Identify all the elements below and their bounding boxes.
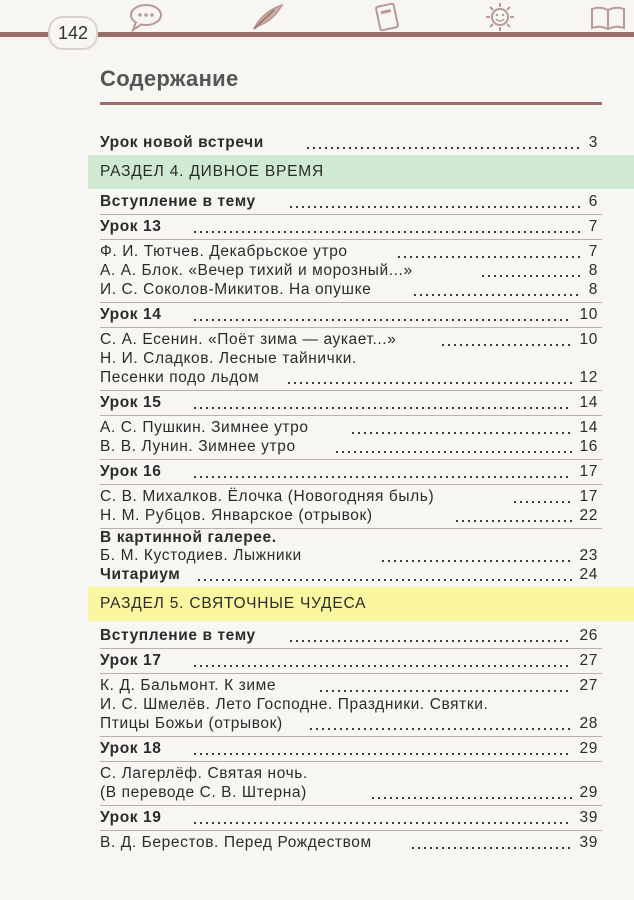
toc-entry <box>100 566 598 584</box>
speech-bubble-icon <box>126 2 166 32</box>
toc-entry <box>100 419 598 437</box>
leader-dots <box>192 319 572 321</box>
leader-dots <box>192 407 572 409</box>
leader-dots <box>192 753 572 755</box>
leader-dots <box>480 275 580 277</box>
toc-entry-text: Н. И. Сладков. Лесные тайнички. <box>100 350 357 367</box>
toc-entry <box>100 765 598 783</box>
leader-dots <box>192 822 572 824</box>
divider <box>100 673 602 674</box>
toc-entry <box>100 809 598 827</box>
divider <box>100 415 602 416</box>
toc-entry-text: Урок новой встречи <box>100 134 264 151</box>
divider <box>100 327 602 328</box>
toc-entry-text: В картинной галерее. <box>100 529 277 546</box>
toc-entry <box>100 463 598 481</box>
leader-dots <box>192 476 572 478</box>
toc-entry-text: С. В. Михалков. Ёлочка (Новогодняя быль) <box>100 488 435 505</box>
toc-entry <box>100 627 598 645</box>
toc-entry-text: Вступление в тему <box>100 193 256 210</box>
divider <box>100 239 602 240</box>
toc-entry <box>100 281 598 299</box>
toc-entry-text: И. С. Соколов-Микитов. На опушке <box>100 281 372 298</box>
toc-entry <box>100 529 598 547</box>
toc-page-number: 14 <box>579 394 598 411</box>
section-banner <box>88 587 634 621</box>
toc-page-number: 39 <box>579 834 598 851</box>
toc-entry <box>100 696 598 714</box>
toc-entry <box>100 331 598 349</box>
toc-entry-text: А. С. Пушкин. Зимнее утро <box>100 419 309 436</box>
divider <box>100 459 602 460</box>
leader-dots <box>308 728 572 730</box>
toc-entry-text: Вступление в тему <box>100 627 256 644</box>
leader-dots <box>305 147 580 149</box>
leader-dots <box>286 382 572 384</box>
leader-dots <box>192 665 572 667</box>
page-number: 142 <box>48 16 98 50</box>
leader-dots <box>196 579 572 581</box>
toc-entry <box>100 677 598 695</box>
toc-page-number: 29 <box>579 784 598 801</box>
toc-page-number: 16 <box>579 438 598 455</box>
toc-page-number: 14 <box>579 419 598 436</box>
toc-entry <box>100 262 598 280</box>
divider <box>100 302 602 303</box>
page-title: Содержание <box>100 66 239 91</box>
toc-entry <box>100 193 598 211</box>
leader-dots <box>288 206 580 208</box>
toc-entry-text: Урок 15 <box>100 394 162 411</box>
toc-entry-text: Н. М. Рубцов. Январское (отрывок) <box>100 507 373 524</box>
toc-page-number: 10 <box>579 331 598 348</box>
toc-entry <box>100 394 598 412</box>
toc-entry <box>100 784 598 802</box>
section-banner <box>88 155 634 189</box>
leader-dots <box>370 797 572 799</box>
leader-dots <box>410 847 572 849</box>
leader-dots <box>512 501 572 503</box>
divider <box>100 648 602 649</box>
toc-page-number: 10 <box>579 306 598 323</box>
toc-entry <box>100 740 598 758</box>
toc-entry-text: Урок 13 <box>100 218 162 235</box>
leader-dots <box>288 640 572 642</box>
leader-dots <box>380 560 572 562</box>
divider <box>100 830 602 831</box>
toc-entry-text: К. Д. Бальмонт. К зиме <box>100 677 277 694</box>
toc-entry-text: Ф. И. Тютчев. Декабрьское утро <box>100 243 348 260</box>
toc-page-number: 39 <box>579 809 598 826</box>
toc-entry-text: В. В. Лунин. Зимнее утро <box>100 438 296 455</box>
toc-entry-text: Песенки подо льдом <box>100 369 260 386</box>
toc-entry <box>100 547 598 565</box>
toc-entry-text: С. Лагерлёф. Святая ночь. <box>100 765 308 782</box>
toc-entry <box>100 488 598 506</box>
toc-entry <box>100 369 598 387</box>
sun-icon <box>480 2 520 32</box>
divider <box>100 761 602 762</box>
leader-dots <box>454 520 572 522</box>
title-rule <box>100 102 602 105</box>
divider <box>100 805 602 806</box>
toc-entry-text: Б. М. Кустодиев. Лыжники <box>100 547 302 564</box>
toc-page-number: 26 <box>579 627 598 644</box>
toc-page-number: 12 <box>579 369 598 386</box>
leader-dots <box>350 432 572 434</box>
toc-entry <box>100 715 598 733</box>
toc-page-number: 3 <box>588 134 598 151</box>
toc-page-number: 27 <box>579 652 598 669</box>
toc-entry <box>100 507 598 525</box>
header-bar <box>0 0 634 44</box>
toc-entry-text: Урок 16 <box>100 463 162 480</box>
toc-page-number: 6 <box>588 193 598 210</box>
toc-entry-text: Читариум <box>100 566 181 583</box>
toc-entry <box>100 243 598 261</box>
book-icon <box>368 2 408 32</box>
toc-entry-text: С. А. Есенин. «Поёт зима — аукает...» <box>100 331 397 348</box>
toc-entry-text: В. Д. Берестов. Перед Рождеством <box>100 834 372 851</box>
quill-icon <box>248 2 288 32</box>
toc-entry <box>100 306 598 324</box>
toc-page-number: 29 <box>579 740 598 757</box>
toc-entry <box>100 134 598 152</box>
toc-page-number: 8 <box>588 281 598 298</box>
leader-dots <box>412 294 580 296</box>
divider <box>100 390 602 391</box>
toc-entry <box>100 438 598 456</box>
toc-page-number: 7 <box>588 218 598 235</box>
toc-entry-text: (В переводе С. В. Штерна) <box>100 784 307 801</box>
toc-page-number: 22 <box>579 507 598 524</box>
divider <box>100 736 602 737</box>
section-title: РАЗДЕЛ 4. ДИВНОЕ ВРЕМЯ <box>100 163 324 180</box>
open-book-icon <box>588 2 628 32</box>
toc-entry <box>100 834 598 852</box>
leader-dots <box>318 690 572 692</box>
toc-entry-text: Птицы Божьи (отрывок) <box>100 715 283 732</box>
toc-page-number: 7 <box>588 243 598 260</box>
toc-entry-text: Урок 18 <box>100 740 162 757</box>
toc-page-number: 27 <box>579 677 598 694</box>
toc-entry <box>100 652 598 670</box>
toc-entry <box>100 350 598 368</box>
section-title: РАЗДЕЛ 5. СВЯТОЧНЫЕ ЧУДЕСА <box>100 595 367 612</box>
leader-dots <box>334 451 572 453</box>
divider <box>100 484 602 485</box>
toc-page-number: 8 <box>588 262 598 279</box>
toc-page-number: 17 <box>579 463 598 480</box>
leader-dots <box>192 231 580 233</box>
toc-page-number: 24 <box>579 566 598 583</box>
toc-entry-text: Урок 19 <box>100 809 162 826</box>
toc-page-number: 23 <box>579 547 598 564</box>
leader-dots <box>440 344 572 346</box>
toc-entry <box>100 218 598 236</box>
toc-entry-text: И. С. Шмелёв. Лето Господне. Праздники. Святки. <box>100 696 489 713</box>
leader-dots <box>396 256 580 258</box>
toc-entry-text: Урок 17 <box>100 652 162 669</box>
toc-page-number: 28 <box>579 715 598 732</box>
divider <box>100 214 602 215</box>
toc-entry-text: Урок 14 <box>100 306 162 323</box>
toc-entry-text: А. А. Блок. «Вечер тихий и морозный...» <box>100 262 413 279</box>
toc-page-number: 17 <box>579 488 598 505</box>
